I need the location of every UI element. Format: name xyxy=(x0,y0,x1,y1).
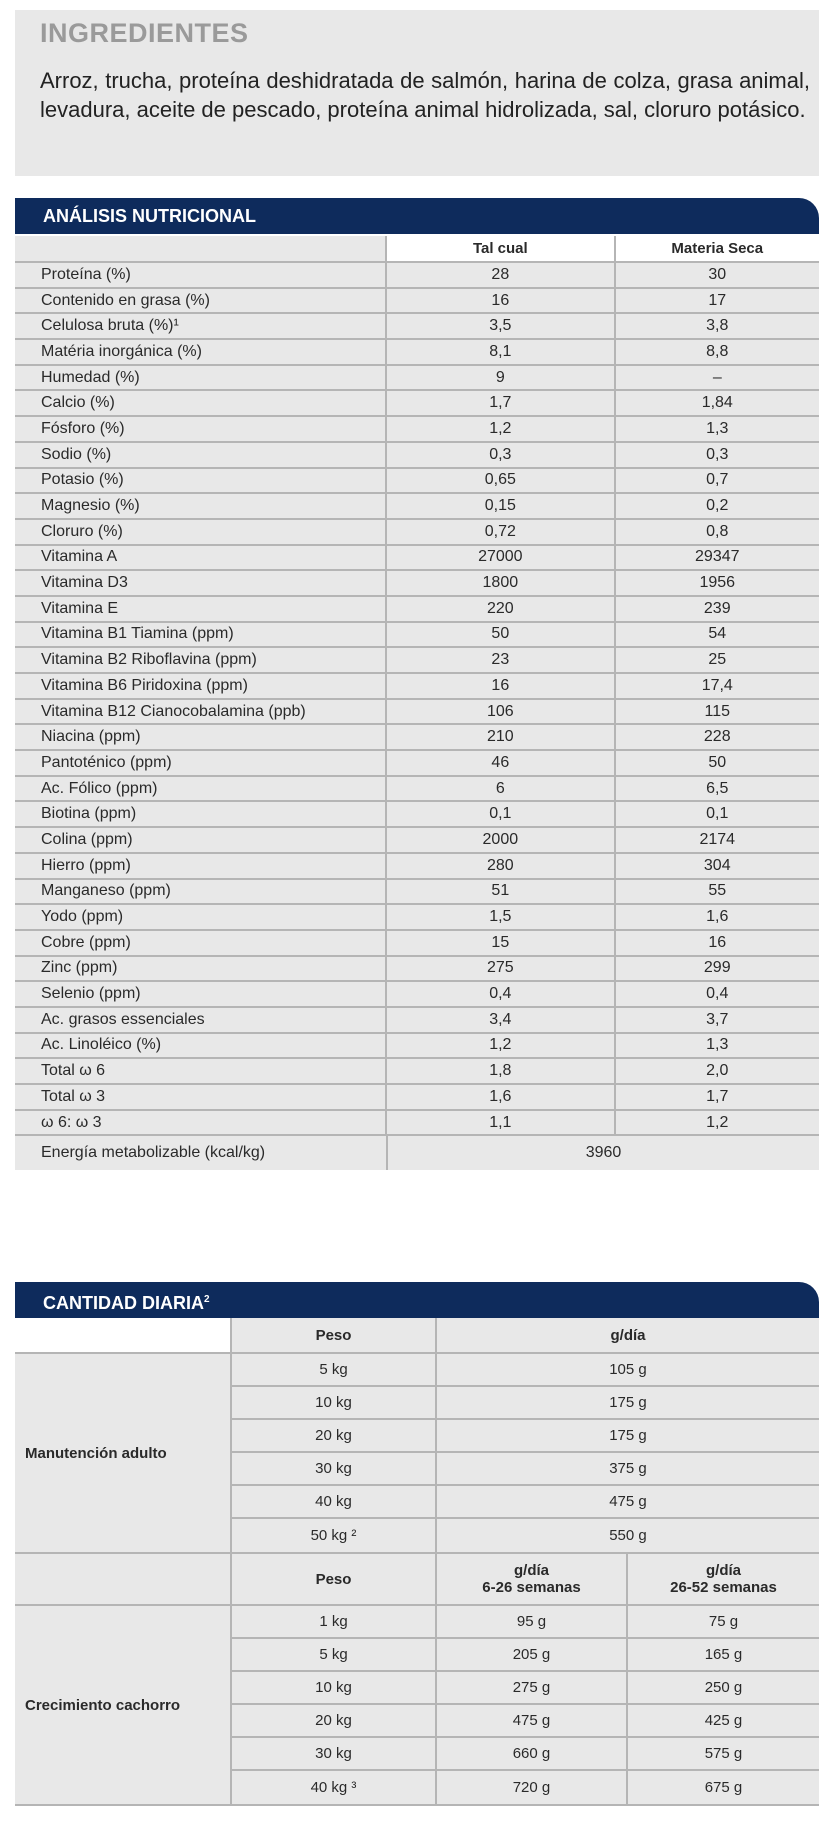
puppy-gday-6-26: 95 g xyxy=(437,1606,628,1637)
nutrient-label: Fósforo (%) xyxy=(15,417,387,441)
as-fed-value: 2000 xyxy=(387,828,615,852)
as-fed-value: 1,2 xyxy=(387,417,615,441)
nutrient-label: Magnesio (%) xyxy=(15,494,387,518)
nutrient-label: Vitamina B12 Cianocobalamina (ppb) xyxy=(15,700,387,724)
adult-row xyxy=(232,1387,819,1420)
as-fed-value: 0,4 xyxy=(387,982,615,1006)
dry-matter-value: 1,84 xyxy=(701,394,733,412)
adult-gday: 105 g xyxy=(437,1354,819,1385)
ingredients-title: INGREDIENTES xyxy=(40,18,249,48)
dry-matter-value: 0,3 xyxy=(706,445,729,463)
as-fed-value: 15 xyxy=(387,931,615,955)
nutrient-label: Pantoténico (ppm) xyxy=(15,751,387,775)
as-fed-value: 46 xyxy=(387,751,615,775)
as-fed-value: 28 xyxy=(387,263,615,287)
puppy-gday-6-26: 275 g xyxy=(437,1672,628,1703)
dry-matter-value: 16 xyxy=(708,933,727,951)
as-fed-value: 0,1 xyxy=(387,802,615,826)
puppy-label: Crecimiento cachorro xyxy=(15,1606,232,1804)
as-fed-value: 1,7 xyxy=(387,391,615,415)
puppy-col-gday-1-line2: 6-26 semanas xyxy=(482,1579,581,1596)
nutrition-row xyxy=(15,648,819,674)
nutrient-label: Hierro (ppm) xyxy=(15,854,387,878)
nutrition-row xyxy=(15,289,819,315)
dry-matter-value: 1,6 xyxy=(706,908,729,926)
nutrition-row xyxy=(15,469,819,495)
nutrition-row xyxy=(15,725,819,751)
as-fed-value: 106 xyxy=(387,700,615,724)
nutrient-label: Selenio (ppm) xyxy=(15,982,387,1006)
as-fed-value: 3,4 xyxy=(387,1008,615,1032)
nutrition-row xyxy=(15,546,819,572)
nutrition-row xyxy=(15,957,819,983)
nutrition-row xyxy=(15,880,819,906)
nutrient-label: Calcio (%) xyxy=(15,391,387,415)
as-fed-value: 6 xyxy=(387,777,615,801)
dry-matter-value: 50 xyxy=(708,753,727,771)
puppy-weight: 40 kg ³ xyxy=(232,1771,437,1804)
dry-matter-value: 3,8 xyxy=(706,317,729,335)
dry-matter-value: 0,1 xyxy=(706,805,729,823)
as-fed-value: 1800 xyxy=(387,571,615,595)
nutrient-label: Niacina (ppm) xyxy=(15,725,387,749)
dry-matter-value: 17 xyxy=(708,291,727,309)
nutrition-row xyxy=(15,417,819,443)
nutrient-label: Vitamina B1 Tiamina (ppm) xyxy=(15,623,387,647)
as-fed-value: 280 xyxy=(387,854,615,878)
as-fed-value: 0,72 xyxy=(387,520,615,544)
adult-gday: 475 g xyxy=(437,1486,819,1517)
nutrient-label: Celulosa bruta (%)¹ xyxy=(15,314,387,338)
nutrition-row xyxy=(15,828,819,854)
dry-matter-value: 2,0 xyxy=(706,1062,729,1080)
adult-gday: 550 g xyxy=(437,1519,819,1552)
puppy-weight: 1 kg xyxy=(232,1606,437,1637)
as-fed-value: 0,15 xyxy=(387,494,615,518)
nutrient-label: Sodio (%) xyxy=(15,443,387,467)
nutrition-row xyxy=(15,751,819,777)
adult-weight: 30 kg xyxy=(232,1453,437,1484)
energy-row xyxy=(15,1136,819,1170)
nutrition-row xyxy=(15,777,819,803)
puppy-gday-6-26: 660 g xyxy=(437,1738,628,1769)
puppy-weight: 30 kg xyxy=(232,1738,437,1769)
nutrition-row xyxy=(15,674,819,700)
dry-matter-value: 2174 xyxy=(699,830,736,848)
as-fed-value: 1,2 xyxy=(387,1034,615,1058)
puppy-row xyxy=(232,1705,819,1738)
dry-matter-value: 6,5 xyxy=(706,779,729,797)
adult-header-row xyxy=(15,1318,819,1354)
nutrient-label: Cloruro (%) xyxy=(15,520,387,544)
nutrition-row xyxy=(15,571,819,597)
as-fed-value: 1,8 xyxy=(387,1059,615,1083)
header-dry-matter: Materia Seca xyxy=(671,240,764,257)
nutrient-label: Biotina (ppm) xyxy=(15,802,387,826)
as-fed-value: 0,65 xyxy=(387,469,615,493)
adult-col-gday: g/día xyxy=(437,1318,819,1352)
nutrition-row xyxy=(15,366,819,392)
header-blank xyxy=(15,236,387,261)
nutrient-label: Total ω 3 xyxy=(15,1085,387,1109)
adult-weight: 20 kg xyxy=(232,1420,437,1451)
puppy-gday-6-26: 475 g xyxy=(437,1705,628,1736)
as-fed-value: 23 xyxy=(387,648,615,672)
puppy-row xyxy=(232,1606,819,1639)
dry-matter-value: 0,2 xyxy=(706,497,729,515)
as-fed-value: 1,1 xyxy=(387,1111,615,1135)
nutrition-table-header xyxy=(15,236,819,263)
adult-row xyxy=(232,1519,819,1552)
nutrient-label: Matéria inorgánica (%) xyxy=(15,340,387,364)
adult-group xyxy=(15,1354,819,1554)
as-fed-value: 220 xyxy=(387,597,615,621)
nutrition-row xyxy=(15,340,819,366)
header-as-fed: Tal cual xyxy=(387,236,615,261)
as-fed-value: 16 xyxy=(387,674,615,698)
as-fed-value: 0,3 xyxy=(387,443,615,467)
nutrition-row xyxy=(15,623,819,649)
dry-matter-value: 0,7 xyxy=(706,471,729,489)
nutrition-header xyxy=(15,198,819,234)
nutrition-row xyxy=(15,1008,819,1034)
as-fed-value: 275 xyxy=(387,957,615,981)
daily-header xyxy=(15,1282,819,1318)
nutrition-row xyxy=(15,1034,819,1060)
as-fed-value: 1,5 xyxy=(387,905,615,929)
as-fed-value: 27000 xyxy=(387,546,615,570)
dry-matter-value: 0,8 xyxy=(706,522,729,540)
puppy-gday-26-52: 250 g xyxy=(628,1672,819,1703)
dry-matter-value: 1,3 xyxy=(706,419,729,437)
nutrient-label: Vitamina B2 Riboflavina (ppm) xyxy=(15,648,387,672)
as-fed-value: 3,5 xyxy=(387,314,615,338)
nutrition-title: ANÁLISIS NUTRICIONAL xyxy=(43,206,256,226)
puppy-gday-6-26: 205 g xyxy=(437,1639,628,1670)
nutrient-label: Cobre (ppm) xyxy=(15,931,387,955)
puppy-gday-26-52: 75 g xyxy=(628,1606,819,1637)
ingredients-text: Arroz, trucha, proteína deshidratada de salmón, harina de colza, grasa animal, levadura, aceite de pescado, proteína animal hidrolizada, sal, cloruro potásico. xyxy=(40,68,810,122)
adult-header-blank xyxy=(15,1318,232,1352)
nutrition-row xyxy=(15,391,819,417)
dry-matter-value: 29347 xyxy=(695,548,740,566)
nutrition-row xyxy=(15,982,819,1008)
puppy-weight: 20 kg xyxy=(232,1705,437,1736)
adult-col-weight: Peso xyxy=(232,1318,437,1352)
puppy-col-gday-1 xyxy=(437,1554,628,1604)
nutrition-row xyxy=(15,263,819,289)
adult-row xyxy=(232,1420,819,1453)
puppy-row xyxy=(232,1738,819,1771)
nutrition-row xyxy=(15,700,819,726)
puppy-weight: 5 kg xyxy=(232,1639,437,1670)
puppy-header-row xyxy=(15,1554,819,1606)
puppy-col-gday-2-line2: 26-52 semanas xyxy=(670,1579,777,1596)
nutrient-label: Vitamina A xyxy=(15,546,387,570)
adult-row xyxy=(232,1486,819,1519)
ingredients-panel xyxy=(15,10,819,176)
dry-matter-value: 0,4 xyxy=(706,985,729,1003)
puppy-col-weight: Peso xyxy=(232,1554,437,1604)
as-fed-value: 210 xyxy=(387,725,615,749)
adult-weight: 40 kg xyxy=(232,1486,437,1517)
nutrient-label: Vitamina D3 xyxy=(15,571,387,595)
nutrient-label: Ac. Linoléico (%) xyxy=(15,1034,387,1058)
adult-label: Manutención adulto xyxy=(15,1354,232,1552)
adult-weight: 50 kg ² xyxy=(232,1519,437,1552)
nutrient-label: Colina (ppm) xyxy=(15,828,387,852)
nutrition-row xyxy=(15,802,819,828)
nutrient-label: Potasio (%) xyxy=(15,469,387,493)
energy-value: 3960 xyxy=(585,1144,622,1162)
nutrient-label: ω 6: ω 3 xyxy=(15,1111,387,1135)
adult-gday: 375 g xyxy=(437,1453,819,1484)
dry-matter-value: 115 xyxy=(704,702,731,720)
dry-matter-value: 1,2 xyxy=(706,1113,729,1131)
adult-gday: 175 g xyxy=(437,1420,819,1451)
dry-matter-value: 54 xyxy=(708,625,727,643)
puppy-row xyxy=(232,1639,819,1672)
nutrient-label: Contenido en grasa (%) xyxy=(15,289,387,313)
nutrition-table xyxy=(15,236,819,1170)
as-fed-value: 51 xyxy=(387,880,615,904)
nutrient-label: Ac. Fólico (ppm) xyxy=(15,777,387,801)
nutrition-row xyxy=(15,1059,819,1085)
dry-matter-value: 228 xyxy=(703,728,731,746)
puppy-col-gday-2 xyxy=(628,1554,819,1604)
puppy-gday-26-52: 425 g xyxy=(628,1705,819,1736)
as-fed-value: 16 xyxy=(387,289,615,313)
dry-matter-value: 1,3 xyxy=(706,1036,729,1054)
as-fed-value: 9 xyxy=(387,366,615,390)
puppy-gday-26-52: 575 g xyxy=(628,1738,819,1769)
as-fed-value: 8,1 xyxy=(387,340,615,364)
puppy-row xyxy=(232,1771,819,1804)
daily-title: CANTIDAD DIARIA xyxy=(43,1293,204,1313)
nutrient-label: Proteína (%) xyxy=(15,263,387,287)
puppy-group xyxy=(15,1606,819,1806)
dry-matter-value: 304 xyxy=(703,856,731,874)
daily-table xyxy=(15,1318,819,1806)
puppy-weight: 10 kg xyxy=(232,1672,437,1703)
dry-matter-value: 17,4 xyxy=(701,676,733,694)
dry-matter-value: 25 xyxy=(708,651,727,669)
adult-gday: 175 g xyxy=(437,1387,819,1418)
nutrition-row xyxy=(15,1111,819,1137)
dry-matter-value: 239 xyxy=(703,599,731,617)
puppy-gday-26-52: 675 g xyxy=(628,1771,819,1804)
nutrient-label: Vitamina E xyxy=(15,597,387,621)
puppy-col-gday-2-line1: g/día xyxy=(705,1562,741,1579)
puppy-gday-26-52: 165 g xyxy=(628,1639,819,1670)
dry-matter-value: 30 xyxy=(708,265,727,283)
nutrient-label: Ac. grasos essenciales xyxy=(15,1008,387,1032)
adult-row xyxy=(232,1453,819,1486)
adult-weight: 10 kg xyxy=(232,1387,437,1418)
nutrition-row xyxy=(15,931,819,957)
nutrition-row xyxy=(15,597,819,623)
adult-weight: 5 kg xyxy=(232,1354,437,1385)
puppy-gday-6-26: 720 g xyxy=(437,1771,628,1804)
dry-matter-value: 3,7 xyxy=(706,1010,729,1028)
dry-matter-value: 1956 xyxy=(699,574,736,592)
dry-matter-value: 1,7 xyxy=(706,1087,729,1105)
nutrition-row xyxy=(15,314,819,340)
dry-matter-value: – xyxy=(712,368,722,386)
dry-matter-value: 8,8 xyxy=(706,342,729,360)
dry-matter-value: 299 xyxy=(703,959,731,977)
nutrition-row xyxy=(15,854,819,880)
nutrition-row xyxy=(15,905,819,931)
nutrition-row xyxy=(15,520,819,546)
adult-row xyxy=(232,1354,819,1387)
puppy-row xyxy=(232,1672,819,1705)
nutrient-label: Vitamina B6 Piridoxina (ppm) xyxy=(15,674,387,698)
nutrient-label: Humedad (%) xyxy=(15,366,387,390)
as-fed-value: 1,6 xyxy=(387,1085,615,1109)
daily-title-sup: 2 xyxy=(204,1294,210,1305)
puppy-col-gday-1-line1: g/día xyxy=(513,1562,549,1579)
as-fed-value: 50 xyxy=(387,623,615,647)
nutrient-label: Zinc (ppm) xyxy=(15,957,387,981)
nutrition-row xyxy=(15,494,819,520)
puppy-header-blank xyxy=(15,1554,232,1604)
nutrient-label: Manganeso (ppm) xyxy=(15,880,387,904)
nutrition-row xyxy=(15,443,819,469)
dry-matter-value: 55 xyxy=(708,882,727,900)
nutrition-row xyxy=(15,1085,819,1111)
nutrient-label: Total ω 6 xyxy=(15,1059,387,1083)
energy-label: Energía metabolizable (kcal/kg) xyxy=(15,1136,388,1170)
nutrient-label: Yodo (ppm) xyxy=(15,905,387,929)
